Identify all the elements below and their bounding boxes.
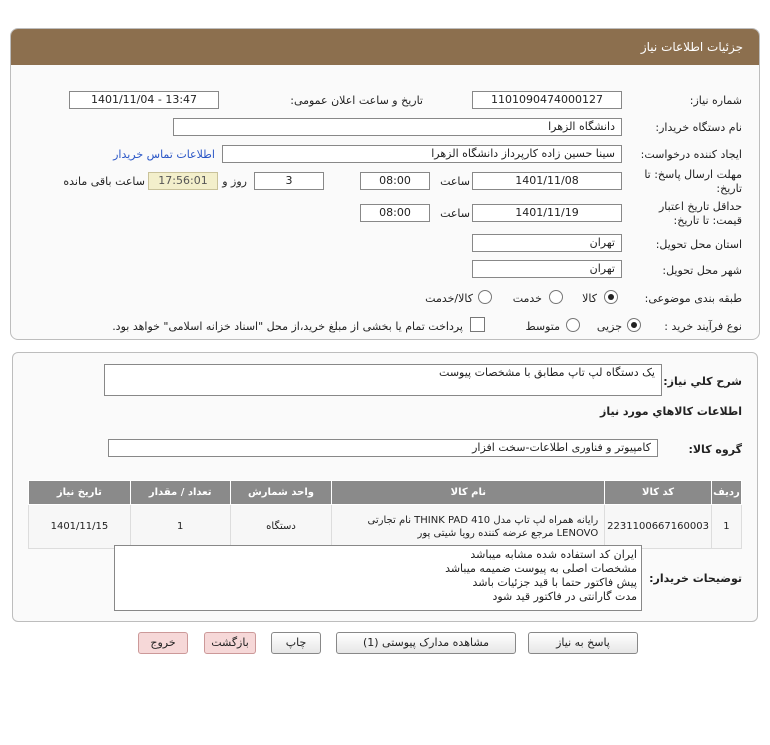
buyer-note-line: مدت گارانتی در فاکتور قید شود — [492, 590, 637, 603]
cell-date: 1401/11/15 — [29, 505, 131, 549]
cell-unit: دستگاه — [230, 505, 332, 549]
goods-group-label: گروه کالا: — [688, 443, 742, 456]
province-field: تهران — [472, 234, 622, 252]
remaining-time-field: 17:56:01 — [148, 172, 218, 190]
category-both-radio[interactable] — [478, 290, 492, 304]
panel-header — [11, 29, 759, 65]
col-unit: واحد شمارش — [230, 481, 332, 505]
validity-label-date: قیمت: تا تاریخ: — [673, 214, 742, 227]
treasury-payment-note: پرداخت تمام یا بخشی از مبلغ خرید،از محل "اسناد خزانه اسلامی" خواهد بود. — [112, 320, 463, 333]
reply-button[interactable]: پاسخ به نیاز — [528, 632, 638, 654]
col-row: ردیف — [711, 481, 741, 505]
creator-label: ایجاد کننده درخواست: — [640, 148, 742, 161]
remaining-label: ساعت باقی مانده — [63, 175, 145, 188]
cell-name-line2: LENOVO مرجع عرضه کننده رویا شیتی پور — [417, 527, 599, 539]
process-medium-radio[interactable] — [566, 318, 580, 332]
treasury-payment-checkbox[interactable] — [470, 317, 485, 332]
process-medium-label: متوسط — [525, 320, 560, 333]
col-qty: تعداد / مقدار — [130, 481, 230, 505]
category-service-radio[interactable] — [549, 290, 563, 304]
summary-label: شرح کلي نياز: — [663, 375, 742, 388]
buyer-notes-label: توضیحات خریدار: — [649, 572, 742, 585]
cell-name-line1: رایانه همراه لپ تاپ مدل THINK PAD 410 نام تجارتی — [367, 514, 599, 526]
deadline-label: مهلت ارسال پاسخ: تا — [644, 168, 742, 181]
deadline-time-field: 08:00 — [360, 172, 430, 190]
city-label: شهر محل تحویل: — [662, 264, 742, 277]
deadline-date-field: 1401/11/08 — [472, 172, 622, 190]
table-row — [29, 505, 742, 549]
validity-time-label: ساعت — [440, 207, 470, 220]
exit-button[interactable]: خروج — [138, 632, 188, 654]
deadline-time-label: ساعت — [440, 175, 470, 188]
goods-table — [28, 480, 742, 549]
province-label: استان محل تحویل: — [655, 238, 742, 251]
process-label: نوع فرآیند خرید : — [664, 320, 742, 333]
buyer-note-line: پیش فاکتور حتما با قید جزئیات باشد — [472, 576, 637, 589]
cell-name — [332, 505, 605, 549]
buyer-contact-link[interactable]: اطلاعات تماس خریدار — [113, 148, 215, 161]
deadline-label-date: تاریخ: — [716, 182, 742, 195]
goods-info-title: اطلاعات کالاهاي مورد نياز — [600, 405, 742, 418]
print-button[interactable]: چاپ — [271, 632, 321, 654]
process-minor-radio[interactable] — [627, 318, 641, 332]
city-field: تهران — [472, 260, 622, 278]
category-service-label: خدمت — [512, 292, 542, 305]
validity-time-field: 08:00 — [360, 204, 430, 222]
col-date: تاریخ نیاز — [29, 481, 131, 505]
validity-label: حداقل تاریخ اعتبار — [658, 200, 742, 213]
validity-date-field: 1401/11/19 — [472, 204, 622, 222]
category-goods-radio[interactable] — [604, 290, 618, 304]
cell-qty: 1 — [130, 505, 230, 549]
summary-field: یک دستگاه لپ تاپ مطابق با مشخصات پیوست — [104, 364, 662, 396]
cell-code: 2231100667160003 — [605, 505, 712, 549]
creator-field: سینا حسین زاده کارپرداز دانشگاه الزهرا — [222, 145, 622, 163]
process-minor-label: جزیی — [596, 320, 622, 333]
days-field: 3 — [254, 172, 324, 190]
cell-row: 1 — [711, 505, 741, 549]
goods-group-field: کامپیوتر و فناوری اطلاعات-سخت افزار — [108, 439, 658, 457]
category-both-label: کالا/خدمت — [425, 292, 473, 305]
buyer-notes-field — [114, 545, 642, 611]
panel-title: جزئیات اطلاعات نیاز — [640, 40, 743, 54]
buyer-note-line: ایران کد استفاده شده مشابه میباشد — [470, 548, 637, 561]
announce-label: تاریخ و ساعت اعلان عمومی: — [290, 94, 423, 107]
col-code: کد کالا — [605, 481, 712, 505]
col-name: نام کالا — [332, 481, 605, 505]
category-label: طبقه بندی موضوعی: — [644, 292, 742, 305]
need-number-label: شماره نیاز: — [689, 94, 742, 107]
back-button[interactable]: بازگشت — [204, 632, 256, 654]
category-goods-label: کالا — [582, 292, 597, 305]
need-number-field: 1101090474000127 — [472, 91, 622, 109]
announce-field: 1401/11/04 - 13:47 — [69, 91, 219, 109]
attachments-button[interactable]: مشاهده مدارک پیوستی (1) — [336, 632, 516, 654]
buyer-note-line: مشخصات اصلی به پیوست ضمیمه میباشد — [445, 562, 637, 575]
buyer-org-field: دانشگاه الزهرا — [173, 118, 622, 136]
days-label: روز و — [222, 175, 247, 188]
buyer-org-label: نام دستگاه خریدار: — [655, 121, 742, 134]
